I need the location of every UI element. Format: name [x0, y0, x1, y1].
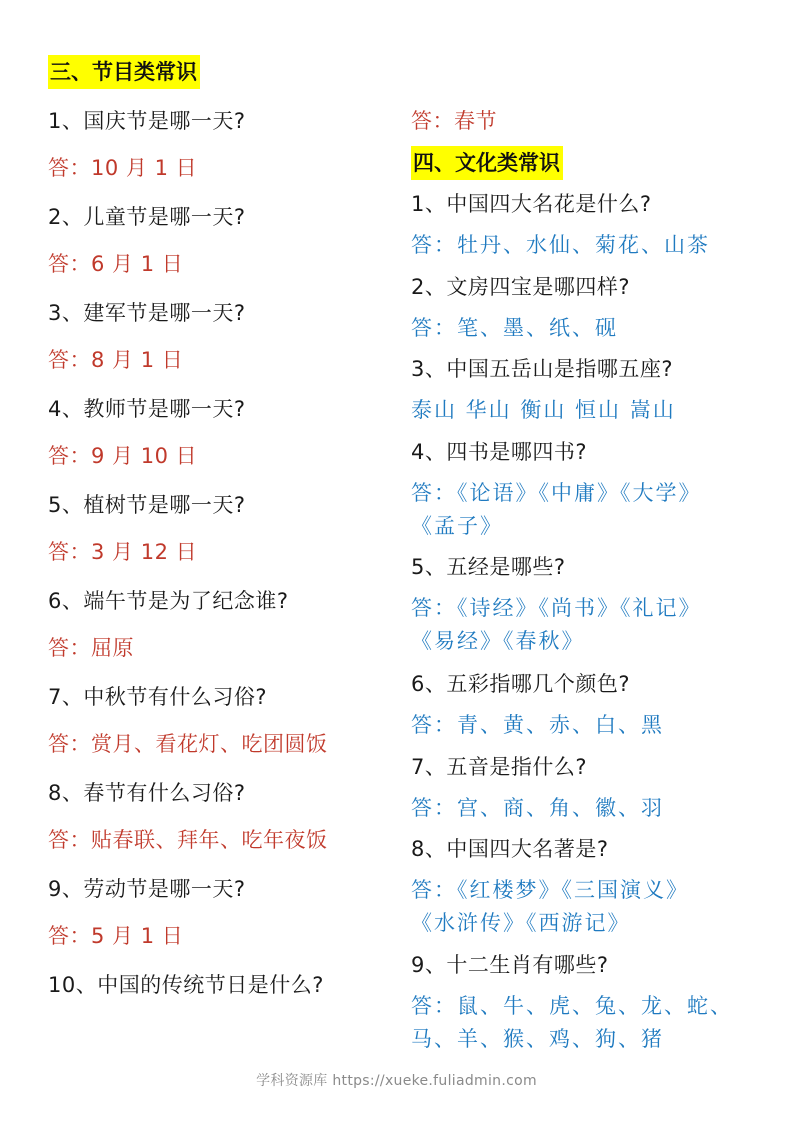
culture-answer-2: 答：笔、墨、纸、砚: [411, 316, 618, 340]
culture-question-4: 4、四书是哪四书?: [411, 440, 588, 464]
footer-watermark: 学科资源库 https://xueke.fuliadmin.com: [256, 1073, 537, 1089]
section-header-festivals: 三、节目类常识: [48, 55, 200, 89]
culture-answer-8: 答：《红楼梦》《三国演义》: [411, 878, 689, 902]
answer-2: 答：6 月 1 日: [48, 252, 184, 276]
answer-3: 答：8 月 1 日: [48, 348, 184, 372]
question-9: 9、劳动节是哪一天?: [48, 877, 246, 901]
culture-question-6: 6、五彩指哪几个颜色?: [411, 672, 631, 696]
culture-answer-6: 答：青、黄、赤、白、黑: [411, 713, 664, 737]
culture-answer-4-cont: 《孟子》: [411, 514, 503, 538]
culture-question-5: 5、五经是哪些?: [411, 555, 566, 579]
question-7: 7、中秋节有什么习俗?: [48, 685, 268, 709]
question-6: 6、端午节是为了纪念谁?: [48, 589, 289, 613]
culture-answer-4: 答：《论语》《中庸》《大学》: [411, 481, 702, 505]
culture-question-1: 1、中国四大名花是什么?: [411, 192, 652, 216]
question-4: 4、教师节是哪一天?: [48, 397, 246, 421]
answer-4: 答：9 月 10 日: [48, 444, 198, 468]
question-5: 5、植树节是哪一天?: [48, 493, 246, 517]
answer-1: 答：10 月 1 日: [48, 156, 198, 180]
culture-answer-5: 答：《诗经》《尚书》《礼记》: [411, 596, 702, 620]
answer-5: 答：3 月 12 日: [48, 540, 198, 564]
section-header-culture: 四、文化类常识: [411, 146, 563, 180]
culture-answer-5-cont: 《易经》《春秋》: [411, 629, 585, 653]
culture-answer-1: 答：牡丹、水仙、菊花、山茶: [411, 233, 710, 257]
culture-question-7: 7、五音是指什么?: [411, 755, 588, 779]
culture-answer-7: 答：宫、商、角、徽、羽: [411, 796, 664, 820]
culture-answer-9-cont: 马、羊、猴、鸡、狗、猪: [411, 1027, 664, 1051]
culture-answer-9: 答：鼠、牛、虎、兔、龙、蛇、: [411, 994, 733, 1018]
question-2: 2、儿童节是哪一天?: [48, 205, 246, 229]
question-1: 1、国庆节是哪一天?: [48, 109, 246, 133]
answer-10: 答：春节: [411, 109, 497, 133]
answer-7: 答：赏月、看花灯、吃团圆饭: [48, 732, 328, 756]
culture-question-3: 3、中国五岳山是指哪五座?: [411, 357, 674, 381]
answer-8: 答：贴春联、拜年、吃年夜饭: [48, 828, 328, 852]
answer-6: 答：屈原: [48, 636, 134, 660]
culture-question-2: 2、文房四宝是哪四样?: [411, 275, 631, 299]
question-8: 8、春节有什么习俗?: [48, 781, 246, 805]
culture-question-9: 9、十二生肖有哪些?: [411, 953, 609, 977]
question-10: 10、中国的传统节日是什么?: [48, 973, 324, 997]
culture-answer-3: 泰山 华山 衡山 恒山 嵩山: [411, 398, 676, 422]
answer-9: 答：5 月 1 日: [48, 924, 184, 948]
culture-question-8: 8、中国四大名著是?: [411, 837, 609, 861]
question-3: 3、建军节是哪一天?: [48, 301, 246, 325]
culture-answer-8-cont: 《水浒传》《西游记》: [411, 911, 631, 935]
